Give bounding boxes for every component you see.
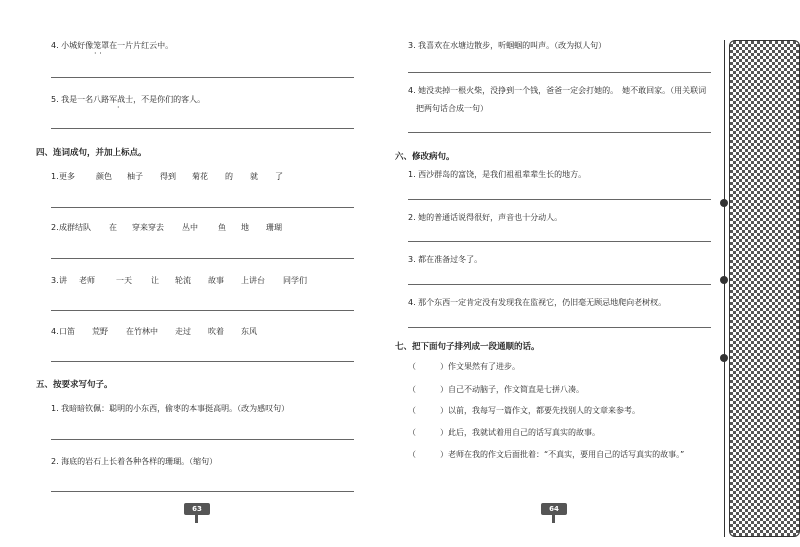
page-number-stand — [552, 515, 555, 523]
answer-line[interactable] — [408, 284, 711, 285]
sec7-item-1: ）作文果然有了进步。 — [440, 362, 520, 371]
item-number: 4. — [51, 327, 59, 336]
left-q4: 4. 小城好像笼罩在一片片红云中。 — [51, 41, 174, 50]
answer-line[interactable] — [408, 72, 711, 73]
item-number: 2. — [51, 223, 59, 232]
word: 吹着 — [208, 327, 224, 336]
section4-title: 四、连词成句，并加上标点。 — [36, 148, 147, 158]
answer-line[interactable] — [408, 241, 711, 242]
order-blank[interactable]: （ — [408, 428, 416, 437]
binding-hole — [720, 276, 728, 284]
right-q4-line2: 把两句话合成一句） — [416, 104, 488, 113]
word: 更多 — [59, 172, 75, 181]
word: 在竹林中 — [126, 327, 158, 336]
word: 在 — [109, 223, 117, 232]
word: 丛中 — [182, 223, 198, 232]
binding-hole — [720, 199, 728, 207]
binding-line — [724, 40, 725, 537]
right-q3: 3. 我喜欢在水塘边散步，听蝈蝈的叫声。（改为拟人句） — [408, 41, 607, 50]
answer-line[interactable] — [51, 77, 354, 78]
section5-title: 五、按要求写句子。 — [36, 380, 113, 390]
word: 地 — [241, 223, 249, 232]
answer-line[interactable] — [51, 439, 354, 440]
word: 柚子 — [127, 172, 143, 181]
answer-line[interactable] — [51, 361, 354, 362]
right-q4-line1: 4. 她没卖掉一根火柴，没挣到一个钱，爸爸一定会打她的。 她不敢回家。（用关联词 — [408, 86, 707, 95]
page-number: 64 — [541, 503, 567, 515]
answer-line[interactable] — [408, 199, 711, 200]
word: 鱼 — [218, 223, 226, 232]
word: 讲 — [59, 276, 67, 285]
sec5-q2: 2. 海底的岩石上长着各种各样的珊瑚。（缩句） — [51, 457, 218, 466]
answer-line[interactable] — [51, 491, 354, 492]
word: 荒野 — [92, 327, 108, 336]
order-blank[interactable]: （ — [408, 362, 416, 371]
answer-line[interactable] — [408, 132, 711, 133]
emphasis-dots: · · — [94, 49, 102, 58]
word: 穿来穿去 — [132, 223, 164, 232]
word: 轮流 — [175, 276, 191, 285]
item-number: 1. — [51, 172, 59, 181]
word: 走过 — [175, 327, 191, 336]
sec7-item-4: ）此后，我就试着用自己的话写真实的故事。 — [440, 428, 600, 437]
sec5-q1: 1. 我暗暗钦佩：聪明的小东西，偷枣的本事挺高明。（改为感叹句） — [51, 404, 290, 413]
word: 的 — [225, 172, 233, 181]
section6-title: 六、修改病句。 — [395, 152, 455, 162]
word: 颜色 — [96, 172, 112, 181]
item-number: 3. — [51, 276, 59, 285]
word: 成群结队 — [59, 223, 91, 232]
order-blank[interactable]: （ — [408, 385, 416, 394]
answer-line[interactable] — [51, 258, 354, 259]
answer-line[interactable] — [408, 327, 711, 328]
word: 老师 — [79, 276, 95, 285]
page-number: 63 — [184, 503, 210, 515]
sec6-item-4: 4. 那个东西一定肯定没有发现我在监视它，仍旧毫无顾忌地爬向老树杈。 — [408, 298, 667, 307]
word: 珊瑚 — [266, 223, 282, 232]
left-q5: 5. 我是一名八路军战士，不是你们的客人。 — [51, 95, 206, 104]
order-blank[interactable]: （ — [408, 450, 416, 459]
page-number-stand — [195, 515, 198, 523]
sec6-item-2: 2. 她的普通话说得很好，声音也十分动人。 — [408, 213, 563, 222]
sec7-item-5: ）老师在我的作文后面批着：“不真实，要用自己的话写真实的故事。” — [440, 450, 685, 459]
sec6-item-3: 3. 都在准备过冬了。 — [408, 255, 483, 264]
binding-hole — [720, 354, 728, 362]
order-blank[interactable]: （ — [408, 406, 416, 415]
word: 菊花 — [192, 172, 208, 181]
word: 口笛 — [59, 327, 75, 336]
word: 一天 — [116, 276, 132, 285]
word: 同学们 — [283, 276, 307, 285]
answer-line[interactable] — [51, 207, 354, 208]
sec7-item-2: ）自己不动脑子，作文简直是七拼八凑。 — [440, 385, 584, 394]
word: 东风 — [241, 327, 257, 336]
checkered-margin — [729, 40, 800, 537]
emphasis-dot: · — [117, 103, 120, 112]
word: 就 — [250, 172, 258, 181]
word: 得到 — [160, 172, 176, 181]
section7-title: 七、把下面句子排列成一段通顺的话。 — [395, 342, 540, 352]
word: 上讲台 — [241, 276, 265, 285]
answer-line[interactable] — [51, 128, 354, 129]
word: 让 — [151, 276, 159, 285]
word: 故事 — [208, 276, 224, 285]
sec6-item-1: 1. 西沙群岛的富饶，是我们祖祖辈辈生长的地方。 — [408, 170, 587, 179]
sec7-item-3: ）以前，我每写一篇作文，都要先找别人的文章来参考。 — [440, 406, 640, 415]
answer-line[interactable] — [51, 310, 354, 311]
word: 了 — [275, 172, 283, 181]
